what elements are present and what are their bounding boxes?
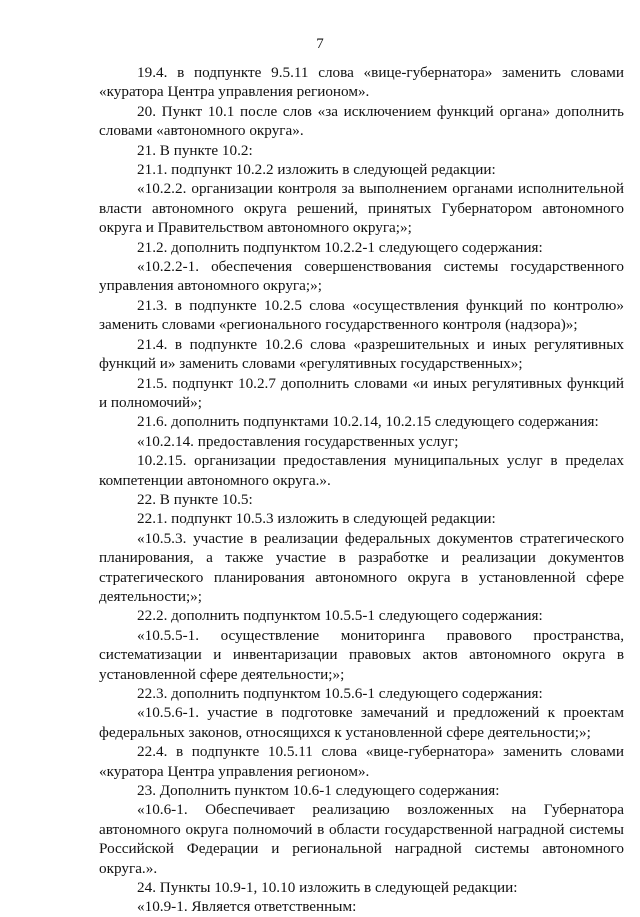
paragraph: 21.2. дополнить подпунктом 10.2.2-1 следующего содержания: <box>137 238 543 256</box>
paragraph: 10.2.15. организации предоставления муниципальных услуг в пределах компетенции автономного округа.». <box>99 452 624 489</box>
paragraph: 22.2. дополнить подпунктом 10.5.5-1 следующего содержания: <box>137 607 543 625</box>
paragraph: 21.1. подпункт 10.2.2 изложить в следующей редакции: <box>137 161 496 179</box>
paragraph: «10.2.2-1. обеспечения совершенствования системы государственного управления автономного округа;»; <box>99 258 624 295</box>
paragraph: 24. Пункты 10.9-1, 10.10 изложить в следующей редакции: <box>137 879 518 897</box>
paragraph: 22. В пункте 10.5: <box>137 490 253 508</box>
paragraph: «10.5.6-1. участие в подготовке замечаний и предложений к проектам федеральных законов, относящихся к установленной сфере деятельности;»; <box>99 704 624 741</box>
paragraph: 21.3. в подпункте 10.2.5 слова «осуществления функций по контролю» заменить словами «регионального государственного контроля (надзора)»; <box>99 296 624 334</box>
paragraph: 20. Пункт 10.1 после слов «за исключением функций органа» дополнить словами «автономного округа». <box>99 102 624 140</box>
paragraph: 21.5. подпункт 10.2.7 дополнить словами «и иных регулятивных функций и полномочий»; <box>99 374 624 411</box>
paragraph: «10.2.2. организации контроля за выполнением органами исполнительной власти автономного округа решений, принятых Губернатором автономного округа и Правительством автономного округа;»; <box>99 180 624 237</box>
paragraph: 22.1. подпункт 10.5.3 изложить в следующей редакции: <box>137 510 496 528</box>
paragraph: 21.6. дополнить подпунктами 10.2.14, 10.2.15 следующего содержания: <box>137 413 599 431</box>
paragraph: 22.3. дополнить подпунктом 10.5.6-1 следующего содержания: <box>137 685 543 702</box>
paragraph: 22.4. в подпункте 10.5.11 слова «вице-губернатора» заменить словами «куратора Центра управления регионом». <box>99 743 624 780</box>
paragraph: 21.4. в подпункте 10.2.6 слова «разрешительных и иных регулятивных функций и» заменить словами «регулятивных государственных»; <box>99 335 624 373</box>
paragraph: 23. Дополнить пунктом 10.6-1 следующего содержания: <box>137 782 500 800</box>
document-body <box>99 63 624 917</box>
paragraph: «10.9-1. Является ответственным: <box>137 898 357 916</box>
page-number: 7 <box>316 36 324 52</box>
paragraph: «10.5.5-1. осуществление мониторинга правового пространства, систематизации и инвентаризации правовых актов автономного округа в установленной сфере деятельности;»; <box>99 626 624 683</box>
paragraph: 21. В пункте 10.2: <box>137 141 253 159</box>
paragraph: 19.4. в подпункте 9.5.11 слова «вице-губернатора» заменить словами «куратора Центра управления регионом». <box>99 64 624 101</box>
paragraph: «10.5.3. участие в реализации федеральных документов стратегического планирования, а также участие в разработке и реализации документов стратегического планирования автономного округа в установленной сфере деятельности;»; <box>99 529 624 605</box>
paragraph: «10.2.14. предоставления государственных услуг; <box>137 432 459 450</box>
paragraph: «10.6-1. Обеспечивает реализацию возложенных на Губернатора автономного округа полномочий в области государственной наградной системы Российской Федерации и региональной наградной системы автономного округа.». <box>99 801 624 877</box>
